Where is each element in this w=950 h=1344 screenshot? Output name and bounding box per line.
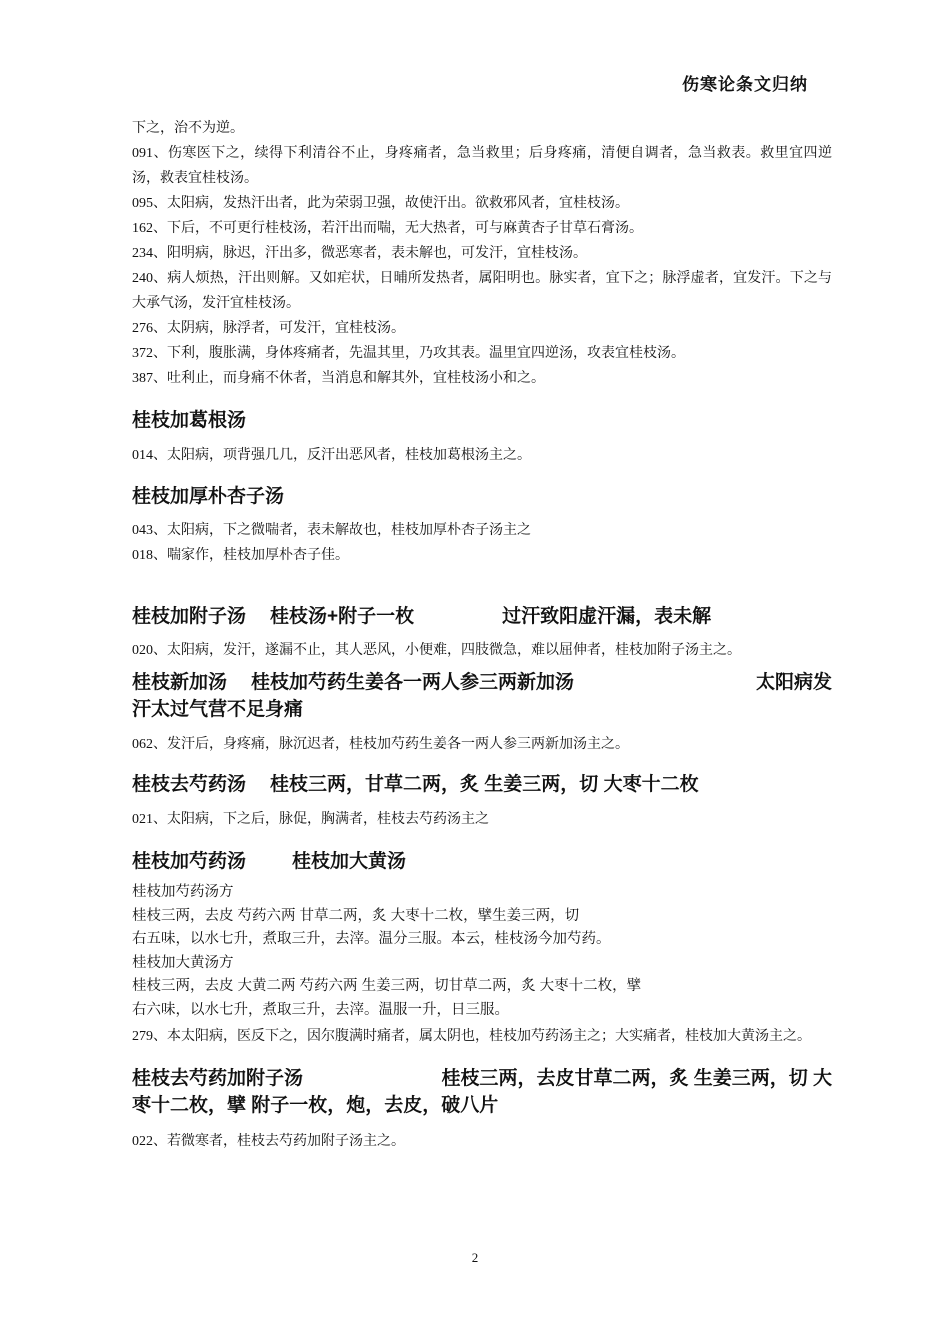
- clause-paragraph: 279、本太阳病，医反下之，因尔腹满时痛者，属太阴也，桂枝加芍药汤主之；大实痛者，桂枝加大黄汤主之。: [132, 1029, 811, 1044]
- clause-paragraph: 276、太阴病，脉浮者，可发汗，宜桂枝汤。: [132, 321, 405, 336]
- section-heading-note: 过汗致阳虚汗漏，表未解: [502, 606, 712, 627]
- clause-paragraph: 021、太阳病，下之后，脉促，胸满者，桂枝去芍药汤主之: [132, 812, 489, 827]
- section-heading-formula-continued: 枣十二枚，擘 附子一枚，炮，去皮，破八片: [132, 1095, 499, 1116]
- section-heading: [132, 669, 832, 696]
- clause-paragraph: 162、下后，不可更行桂枝汤，若汗出而喘，无大热者，可与麻黄杏子甘草石膏汤。: [132, 221, 643, 236]
- section-heading-formula: 桂枝三两，甘草二两，炙 生姜三两，切 大枣十二枚: [270, 774, 699, 795]
- page-number: 2: [471, 1250, 479, 1265]
- section-heading-title-2: 桂枝加大黄汤: [292, 851, 407, 872]
- clause-paragraph: 下之，治不为逆。: [132, 121, 244, 136]
- clause-paragraph: 020、太阳病，发汗，遂漏不止，其人恶风，小便难，四肢微急，难以屈伸者，桂枝加附子汤主之。: [132, 643, 741, 658]
- recipe-line: 桂枝三两，去皮 芍药六两 甘草二两，炙 大枣十二枚，擘生姜三两，切: [132, 907, 580, 924]
- page-header-title: 伤寒论条文归纳: [682, 75, 808, 94]
- section-heading-formula: 桂枝汤+附子一枚: [270, 606, 415, 627]
- section-heading-title: 桂枝去芍药加附子汤: [132, 1068, 304, 1089]
- recipe-line: 右六味，以水七升，煮取三升，去滓。温服一升，日三服。: [132, 1001, 509, 1018]
- section-heading: [132, 603, 832, 630]
- clause-paragraph: 095、太阳病，发热汗出者，此为荣弱卫强，故使汗出。欲救邪风者，宜桂枝汤。: [132, 196, 629, 211]
- section-heading-title: 桂枝新加汤: [132, 672, 228, 693]
- section-heading: 桂枝加厚朴杏子汤: [132, 486, 285, 507]
- section-guizhi-qushaoyao-fuzi: [132, 1065, 832, 1154]
- section-guizhi-houpu: [132, 483, 832, 568]
- section-heading-title: 桂枝去芍药汤: [132, 774, 247, 795]
- clause-paragraph: 022、若微寒者，桂枝去芍药加附子汤主之。: [132, 1134, 405, 1149]
- intro-block: [132, 116, 832, 391]
- recipe-block: [132, 881, 832, 1022]
- section-guizhi-fuzi: [132, 603, 832, 663]
- page-content: [132, 116, 832, 1154]
- clause-paragraph: 062、发汗后，身疼痛，脉沉迟者，桂枝加芍药生姜各一两人参三两新加汤主之。: [132, 737, 629, 752]
- section-heading-formula: 桂枝加芍药生姜各一两人参三两新加汤: [251, 672, 575, 693]
- clause-paragraph: 240、病人烦热，汗出则解。又如疟状，日晡所发热者，属阳明也。脉实者，宜下之；脉浮虚者，宜发汗。下之与大承气汤，发汗宜桂枝汤。: [132, 271, 832, 311]
- section-heading: [132, 1065, 832, 1092]
- section-heading: [132, 771, 832, 798]
- recipe-line: 右五味，以水七升，煮取三升，去滓。温分三服。本云，桂枝汤今加芍药。: [132, 931, 611, 947]
- clause-paragraph: 043、太阳病，下之微喘者，表未解故也，桂枝加厚朴杏子汤主之: [132, 523, 531, 538]
- section-heading: [132, 848, 832, 875]
- clause-paragraph: 234、阳明病，脉迟，汗出多，微恶寒者，表未解也，可发汗，宜桂枝汤。: [132, 246, 587, 261]
- section-heading-note-continued: 汗太过气营不足身痛: [132, 699, 304, 720]
- recipe-line: 桂枝加大黄汤方: [132, 954, 234, 971]
- clause-paragraph: 091、伤寒医下之，续得下利清谷不止，身疼痛者，急当救里；后身疼痛，清便自调者，急当救表。救里宜四逆汤，救表宜桂枝汤。: [132, 146, 832, 186]
- section-heading-title: 桂枝加附子汤: [132, 606, 247, 627]
- section-guizhi-jiashaoyao: [132, 848, 832, 1049]
- clause-paragraph: 014、太阳病，项背强几几，反汗出恶风者，桂枝加葛根汤主之。: [132, 448, 531, 463]
- clause-paragraph: 372、下利，腹胀满，身体疼痛者，先温其里，乃攻其表。温里宜四逆汤，攻表宜桂枝汤。: [132, 346, 685, 361]
- clause-paragraph: 018、喘家作，桂枝加厚朴杏子佳。: [132, 548, 349, 563]
- recipe-line: 桂枝加芍药汤方: [132, 884, 234, 900]
- section-guizhi-xinjia: [132, 669, 832, 757]
- clause-paragraph: 387、吐利止，而身痛不休者，当消息和解其外，宜桂枝汤小和之。: [132, 371, 545, 386]
- recipe-line: 桂枝三两，去皮 大黄二两 芍药六两 生姜三两，切甘草二两，炙 大枣十二枚，擘: [132, 978, 642, 994]
- section-heading-note: 太阳病发: [755, 672, 832, 693]
- section-heading: 桂枝加葛根汤: [132, 410, 247, 431]
- section-guizhi-qushaoyao: [132, 771, 832, 832]
- section-heading-formula: 桂枝三两，去皮甘草二两，炙 生姜三两，切 大: [441, 1068, 832, 1089]
- section-guizhi-gegen: [132, 407, 832, 468]
- section-heading-title: 桂枝加芍药汤: [132, 851, 247, 872]
